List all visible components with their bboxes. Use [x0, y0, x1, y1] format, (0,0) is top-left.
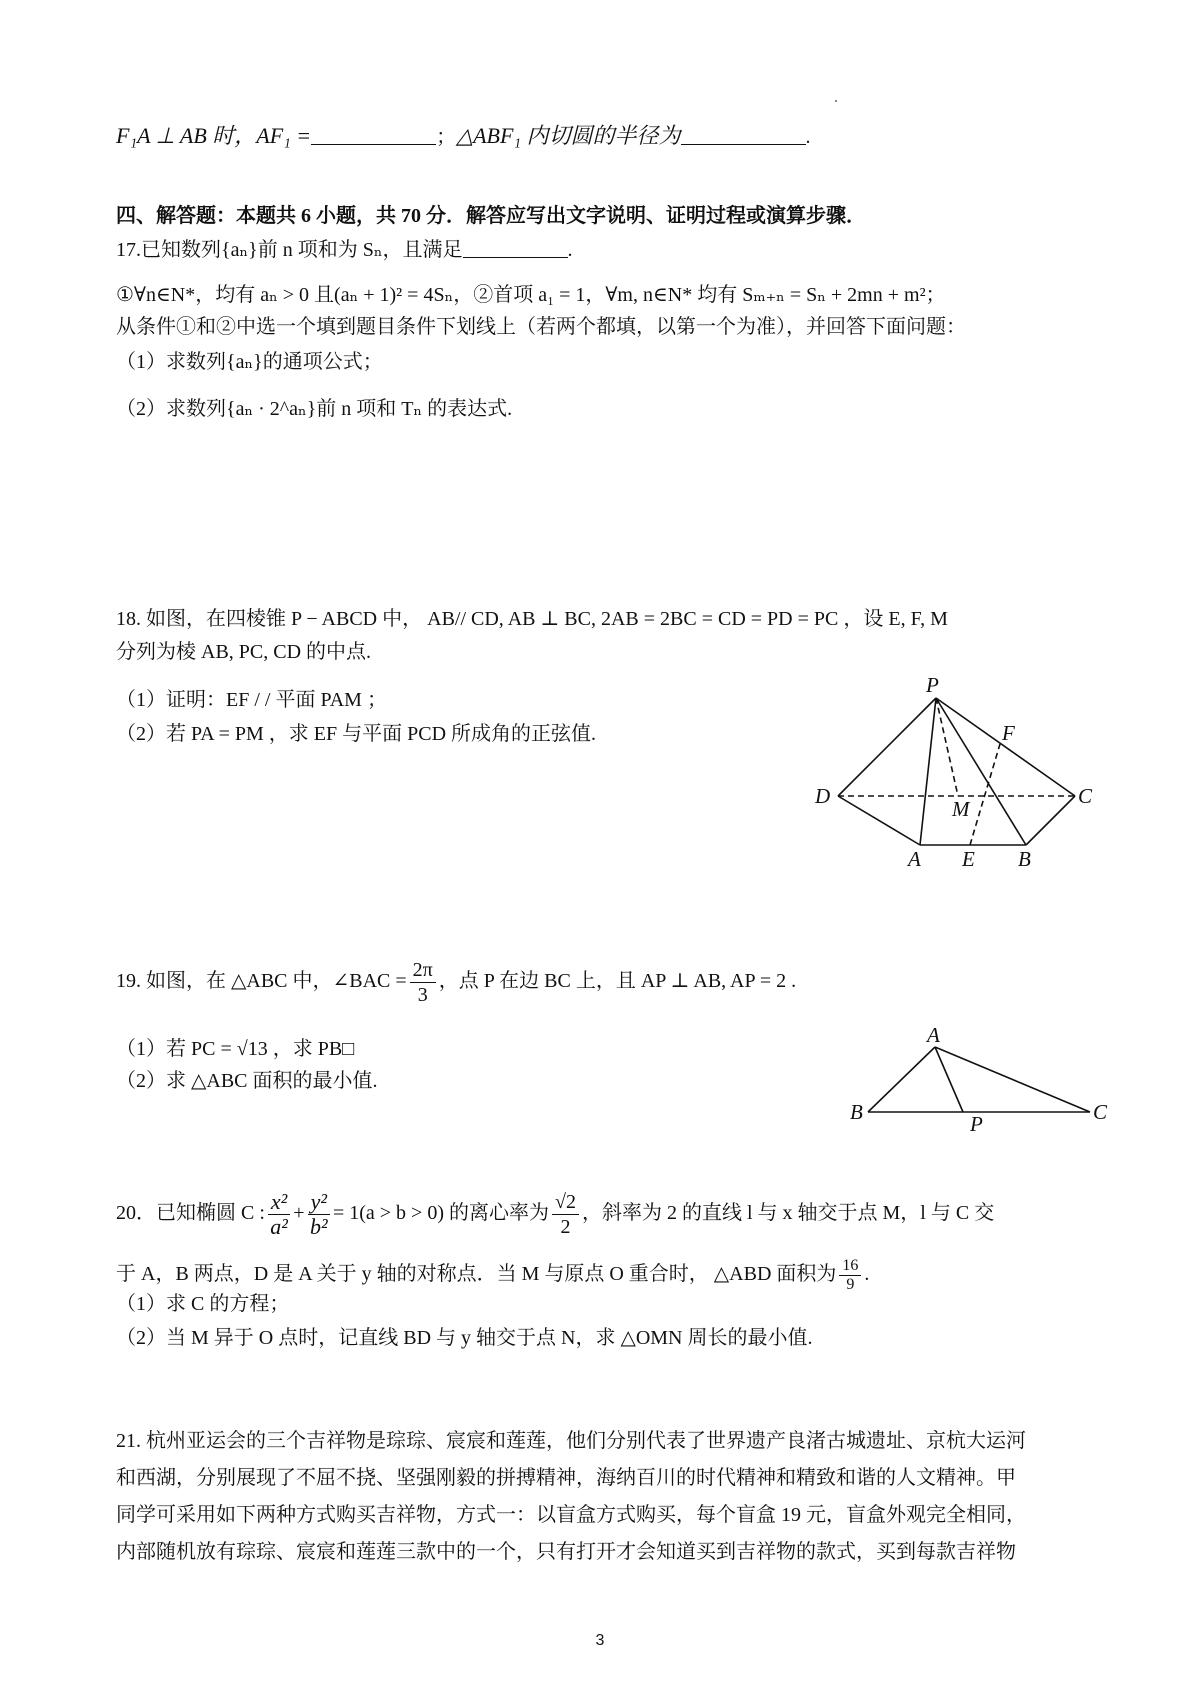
q18-part1: （1）证明：EF / / 平面 PAM ；: [116, 689, 387, 711]
fraction-y: $\frac{\text{y²}}{\text{b²}}$: [308, 1190, 330, 1239]
q18-line2: 分列为棱 AB, PC, CD 的中点.: [116, 641, 372, 663]
q17-conditions: ①∀n∈N*，均有 aₙ > 0 且(aₙ + 1)² = 4Sₙ，②首项 a₁ = 1，∀m, n∈N* 均有 Sₘ₊ₙ = Sₙ + 2mn + m²；: [116, 284, 946, 306]
fraction-x: $\frac{\text{x²}}{\text{a²}}$: [268, 1190, 290, 1239]
q19-part1: （1）若 PC = √13 ，求 PB□: [116, 1038, 355, 1060]
label-D: D: [815, 784, 831, 808]
label-F: F: [1002, 721, 1015, 745]
label-B19: B: [850, 1100, 863, 1124]
label-C19: C: [1093, 1100, 1108, 1124]
q19-part2: （2）求 △ABC 面积的最小值.: [116, 1070, 378, 1092]
q20-part1: （1）求 C 的方程；: [116, 1293, 290, 1315]
q17-part1: （1）求数列{aₙ}的通项公式；: [116, 351, 383, 373]
label-P19: P: [970, 1112, 983, 1136]
q17-instruction: 从条件①和②中选一个填到题目条件下划线上（若两个都填，以第一个为准），并回答下面问题：: [116, 316, 966, 338]
q21-line: 内部随机放有琮琮、宸宸和莲莲三款中的一个，只有打开才会知道买到吉祥物的款式，买到每款吉祥物: [116, 1541, 1016, 1563]
label-C: C: [1078, 784, 1093, 808]
q18-part2: （2）若 PA = PM ，求 EF 与平面 PCD 所成角的正弦值.: [116, 723, 597, 745]
q17-stem: 17.已知数列{aₙ}前 n 项和为 Sₙ，且满足 .: [116, 239, 573, 261]
label-P: P: [926, 673, 939, 697]
q21-line: 同学可采用如下两种方式购买吉祥物，方式一：以盲盒方式购买，每个盲盒 19 元，盲盒外观完全相同，: [116, 1504, 1026, 1526]
page-number: 3: [595, 1632, 605, 1649]
q16-tail: F₁A ⊥ AB 时，AF₁ = ；△ABF₁ 内切圆的半径为 .: [116, 123, 811, 148]
fraction-eccentricity: $\frac{√2}{2}$: [552, 1190, 579, 1239]
q18-line1: 18. 如图，在四棱锥 P − ABCD 中， AB// CD, AB ⊥ BC, 2AB = 2BC = CD = PD = PC ，设 E, F, M: [116, 608, 948, 630]
q21-line: 21. 杭州亚运会的三个吉祥物是琮琮、宸宸和莲莲，他们分别代表了世界遗产良渚古城遗址、京杭大运河: [116, 1430, 1026, 1452]
q20-part2: （2）当 M 异于 O 点时，记直线 BD 与 y 轴交于点 N，求 △OMN 周长的最小值.: [116, 1327, 813, 1349]
q21-line: 和西湖，分别展现了不屈不挠、坚强刚毅的拼搏精神，海纳百川的时代精神和精致和谐的人文精神。甲: [116, 1467, 1016, 1489]
label-B: B: [1018, 847, 1031, 871]
angle-fraction: $\frac{2\pi}{3}$: [410, 958, 436, 1007]
label-E: E: [962, 847, 975, 871]
label-M: M: [952, 797, 970, 821]
label-A19: A: [927, 1023, 940, 1047]
section-heading: 四、解答题：本题共 6 小题，共 70 分．解答应写出文字说明、证明过程或演算步骤．: [116, 205, 866, 227]
q17-part2: （2）求数列{aₙ · 2^aₙ}前 n 项和 Tₙ 的表达式.: [116, 398, 513, 420]
q20-stem: 20．已知椭圆 C : $\frac{\text{x²}}{\text{a²}}$ + $\frac{\text{y²}}{\text{b²}}$ = 1(a > b > 0) 的离心率为 $\frac{√2}{2}$ ，斜率为 2 的直线 l 与 x 轴交于点 M，l 与 C 交: [116, 1189, 995, 1239]
label-A: A: [908, 847, 921, 871]
q20-line2: 于 A，B 两点，D 是 A 关于 y 轴的对称点．当 M 与原点 O 重合时， △ABD 面积为 $\frac{16}{9}$ .: [116, 1257, 870, 1293]
fraction-area: $\frac{16}{9}$: [839, 1257, 861, 1294]
q19-stem: 19. 如图，在 △ABC 中，∠BAC = $\frac{2\pi}{3}$ ，点 P 在边 BC 上，且 AP ⊥ AB, AP = 2 .: [116, 959, 797, 1006]
